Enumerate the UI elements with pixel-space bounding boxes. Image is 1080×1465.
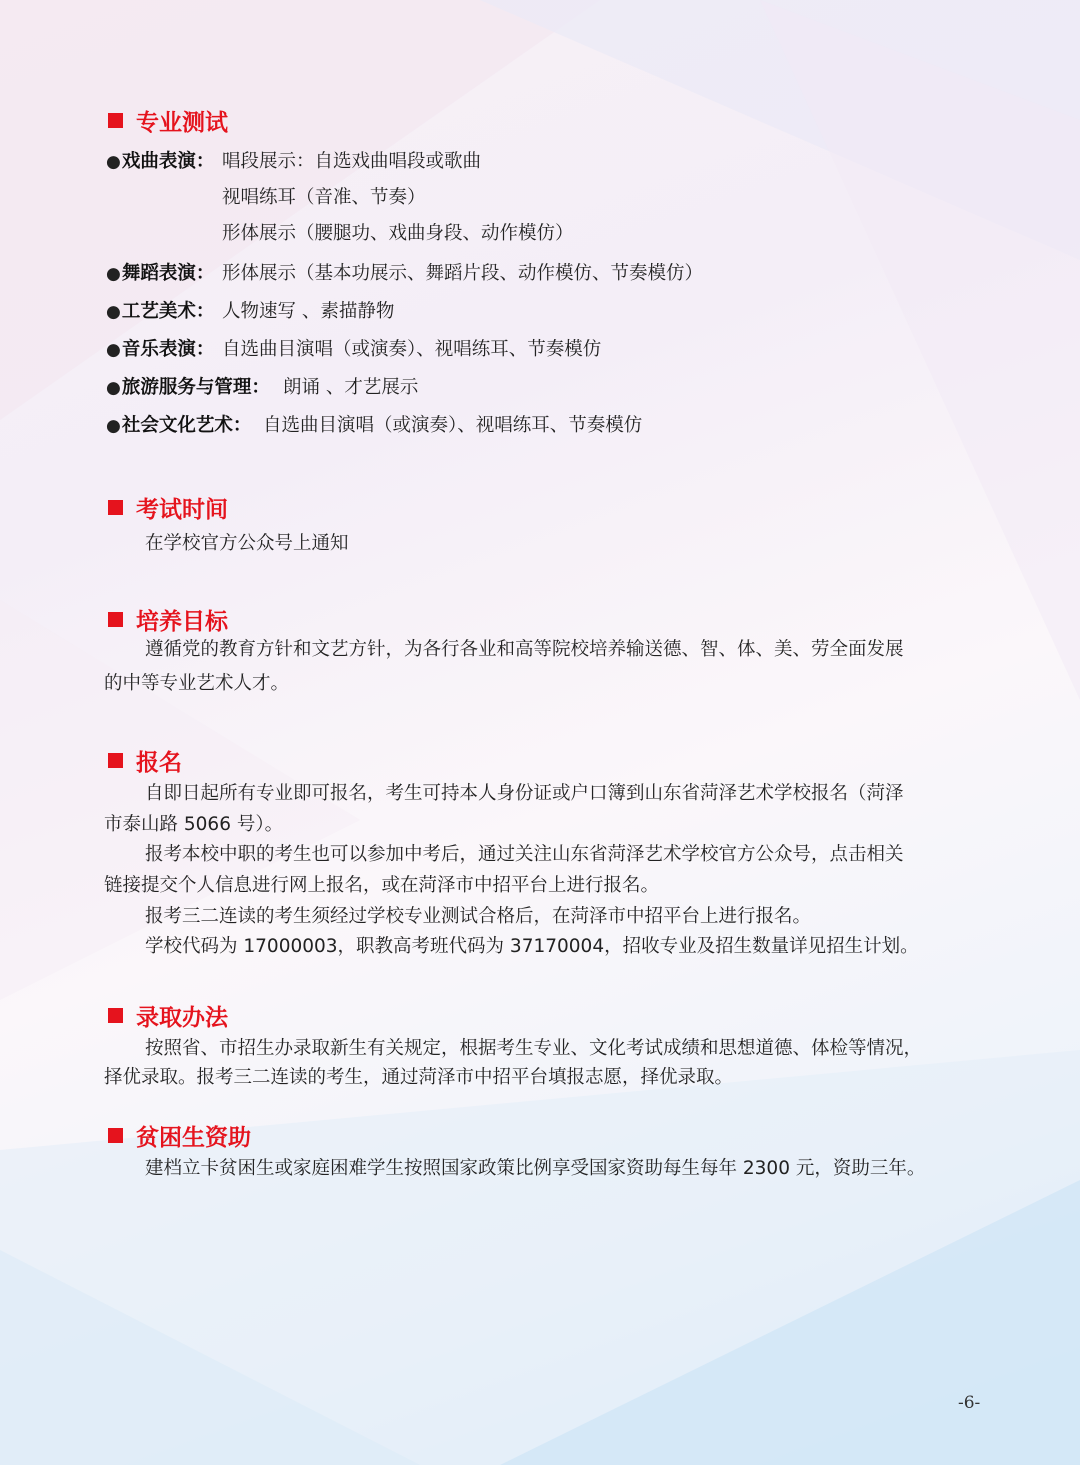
paragraph-line: 自即日起所有专业即可报名，考生可持本人身份证或户口簿到山东省菏泽艺术学校报名（菏泽 bbox=[145, 783, 904, 804]
section-title: 培养目标 bbox=[136, 608, 228, 635]
test-item-detail: 自选曲目演唱（或演奏）、视唱练耳、节奏模仿 bbox=[263, 415, 643, 436]
test-item-label bbox=[106, 262, 214, 286]
test-item-detail: 形体展示（腰腿功、戏曲身段、动作模仿） bbox=[222, 223, 574, 244]
paragraph-line: 的中等专业艺术人才。 bbox=[104, 673, 290, 694]
test-item-detail: 朗诵 、才艺展示 bbox=[283, 377, 419, 398]
section-heading-aid bbox=[108, 1119, 251, 1151]
paragraph-line: 报考本校中职的考生也可以参加中考后，通过关注山东省菏泽艺术学校官方公众号，点击相关 bbox=[145, 844, 904, 865]
item-label: 社会文化艺术： bbox=[121, 415, 252, 436]
item-label: 工艺美术： bbox=[121, 301, 215, 322]
paragraph-line: 择优录取。报考三二连读的考生，通过菏泽市中招平台填报志愿，择优录取。 bbox=[104, 1067, 734, 1088]
paragraph-line: 学校代码为 17000003，职教高考班代码为 37170004，招收专业及招生数量详见招生计划。 bbox=[145, 936, 919, 957]
test-item-label bbox=[106, 338, 214, 362]
paragraph-line: 按照省、市招生办录取新生有关规定，根据考生专业、文化考试成绩和思想道德、体检等情况， bbox=[145, 1038, 923, 1059]
test-item-label bbox=[106, 150, 214, 174]
section-title: 专业测试 bbox=[136, 109, 228, 136]
section-title: 贫困生资助 bbox=[136, 1124, 251, 1151]
item-label: 旅游服务与管理： bbox=[121, 377, 270, 398]
item-label: 戏曲表演： bbox=[121, 151, 215, 172]
paragraph-line: 在学校官方公众号上通知 bbox=[145, 533, 349, 554]
item-label: 音乐表演： bbox=[121, 339, 215, 360]
page-number: -6- bbox=[958, 1393, 981, 1413]
paragraph-line: 报考三二连读的考生须经过学校专业测试合格后，在菏泽市中招平台上进行报名。 bbox=[145, 906, 812, 927]
section-heading-admit bbox=[108, 999, 228, 1031]
section-title: 录取办法 bbox=[136, 1004, 228, 1031]
test-item-detail: 自选曲目演唱（或演奏）、视唱练耳、节奏模仿 bbox=[222, 339, 602, 360]
section-heading-test bbox=[108, 104, 228, 136]
paragraph-line: 市泰山路 5066 号）。 bbox=[104, 814, 284, 835]
item-label: 舞蹈表演： bbox=[121, 263, 215, 284]
paragraph-line: 建档立卡贫困生或家庭困难学生按照国家政策比例享受国家资助每生每年 2300 元，资助三年。 bbox=[145, 1158, 926, 1179]
round-bullet-icon: ● bbox=[106, 340, 121, 360]
test-item-detail: 唱段展示：自选戏曲唱段或歌曲 bbox=[222, 151, 482, 172]
test-item-detail: 人物速写 、素描静物 bbox=[222, 301, 395, 322]
round-bullet-icon: ● bbox=[106, 264, 121, 284]
round-bullet-icon: ● bbox=[106, 152, 121, 172]
round-bullet-icon: ● bbox=[106, 378, 121, 398]
test-item-label bbox=[106, 376, 270, 400]
square-bullet-icon bbox=[108, 753, 123, 768]
test-item-label bbox=[106, 300, 214, 324]
square-bullet-icon bbox=[108, 612, 123, 627]
test-item-detail: 视唱练耳（音准、节奏） bbox=[222, 187, 426, 208]
section-heading-signup bbox=[108, 744, 182, 776]
section-title: 报名 bbox=[136, 749, 182, 776]
paragraph-line: 链接提交个人信息进行网上报名，或在菏泽市中招平台上进行报名。 bbox=[104, 875, 660, 896]
section-heading-time bbox=[108, 491, 228, 523]
test-item-label bbox=[106, 414, 251, 438]
paragraph-line: 遵循党的教育方针和文艺方针，为各行各业和高等院校培养输送德、智、体、美、劳全面发展 bbox=[145, 639, 904, 660]
round-bullet-icon: ● bbox=[106, 416, 121, 436]
section-heading-goal bbox=[108, 603, 228, 635]
test-item-detail: 形体展示（基本功展示、舞蹈片段、动作模仿、节奏模仿） bbox=[222, 263, 704, 284]
square-bullet-icon bbox=[108, 1008, 123, 1023]
section-title: 考试时间 bbox=[136, 496, 228, 523]
square-bullet-icon bbox=[108, 1128, 123, 1143]
square-bullet-icon bbox=[108, 500, 123, 515]
round-bullet-icon: ● bbox=[106, 302, 121, 322]
square-bullet-icon bbox=[108, 113, 123, 128]
